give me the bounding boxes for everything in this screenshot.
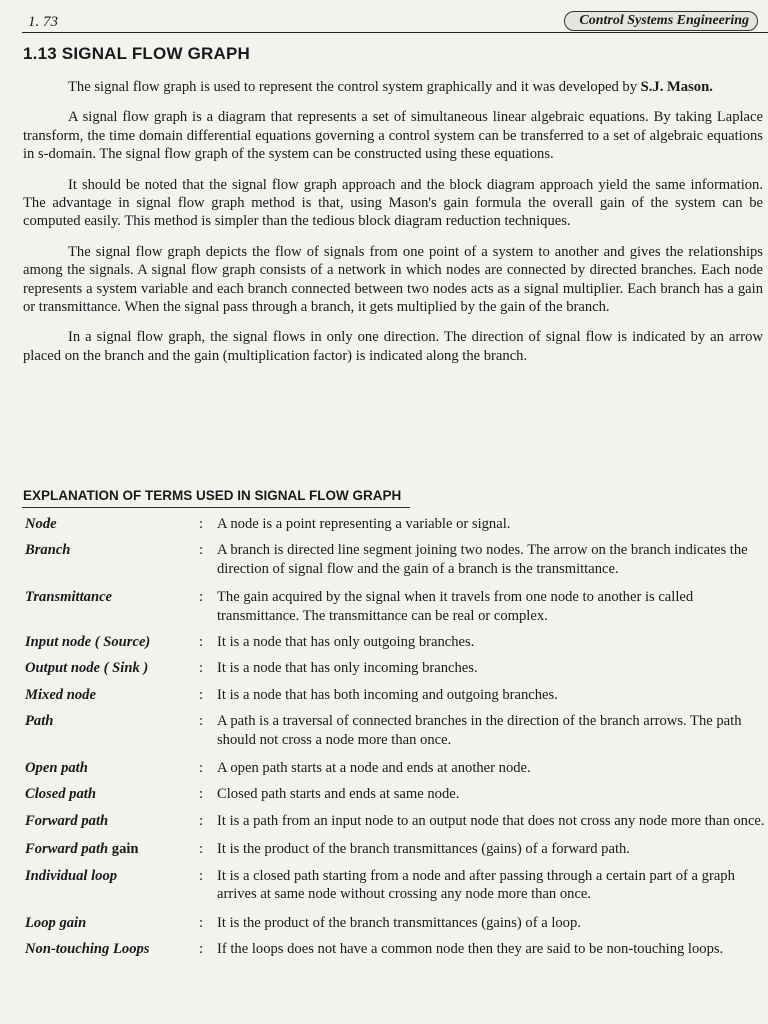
- section-title: 1.13 SIGNAL FLOW GRAPH: [23, 44, 251, 63]
- term-row-branch: [0, 541, 768, 578]
- paragraph: The signal flow graph depicts the flow of signals from one point of a system to another and gives the relationships among the signals. A signal flow graph consists of a network in which nodes are connected by directed branches. Each node represents a system variable and each branch connected between two nodes acts as a signal multiplier. Each branch has a gain or transmittance. When the signal pass through a branch, it gets multiplied by the gain of the branch.: [23, 243, 763, 316]
- author-name: S.J. Mason.: [640, 79, 713, 95]
- paragraph-intro: [23, 78, 763, 96]
- page-number: 1. 73: [28, 14, 58, 30]
- paragraph: It should be noted that the signal flow graph approach and the block diagram approach yield the same information. The advantage in signal flow graph method is that, using Mason's gain formula the overall gain of the system can be computed easily. This method is simpler than the tedious block diagram reduction techniques.: [23, 176, 763, 230]
- term-label: Non-touching Loops: [25, 940, 150, 957]
- term-definition: Closed path starts and ends at same node.: [217, 786, 460, 803]
- terms-list: [0, 515, 768, 958]
- colon: :: [198, 841, 204, 858]
- term-label: Input node ( Source): [25, 634, 151, 651]
- term-label: Forward path: [25, 812, 109, 829]
- colon: :: [198, 940, 204, 957]
- term-definition: It is a node that has both incoming and outgoing branches.: [217, 686, 558, 703]
- term-definition: It is a node that has only incoming branches.: [217, 660, 478, 677]
- term-row-forward-path: [0, 812, 768, 830]
- colon: :: [198, 914, 204, 931]
- term-definition: It is the product of the branch transmittances (gains) of a forward path.: [217, 841, 630, 858]
- paragraph-text: The signal flow graph is used to represent the control system graphically and it was developed by: [68, 79, 638, 95]
- term-label-suffix: gain: [108, 841, 139, 858]
- colon: :: [198, 713, 204, 730]
- colon: :: [198, 812, 204, 829]
- paragraph: In a signal flow graph, the signal flows in only one direction. The direction of signal flow is indicated by an arrow placed on the branch and the gain (multiplication factor) is indicated along the branch.: [23, 329, 763, 364]
- term-label: Node: [25, 516, 57, 532]
- term-row-input-node: [0, 633, 768, 651]
- colon: :: [198, 686, 204, 703]
- colon: :: [198, 589, 204, 606]
- term-label: Loop gain: [25, 914, 87, 931]
- term-row-path: [0, 712, 768, 749]
- term-label: Mixed node: [25, 686, 96, 703]
- running-header-book-title: Control Systems Engineering: [564, 11, 758, 31]
- term-definition: It is the product of the branch transmittances (gains) of a loop.: [217, 914, 581, 931]
- term-label: [0, 840, 185, 858]
- term-row-closed-path: [0, 785, 768, 803]
- header-rule: [22, 32, 768, 33]
- term-definition: If the loops does not have a common node then they are said to be non-touching loops.: [217, 940, 724, 957]
- terms-heading: EXPLANATION OF TERMS USED IN SIGNAL FLOW GRAPH: [23, 488, 402, 503]
- term-definition: A open path starts at a node and ends at another node.: [217, 760, 531, 777]
- term-row-output-node: [0, 659, 768, 677]
- term-row-transmittance: [0, 588, 768, 625]
- term-definition: A path is a traversal of connected branches in the direction of the branch arrows. The path should not cross a node more than once.: [217, 713, 742, 748]
- colon: :: [198, 516, 204, 532]
- term-definition: A node is a point representing a variable or signal.: [217, 516, 511, 532]
- term-label: Output node ( Sink ): [25, 660, 149, 677]
- term-label: Transmittance: [25, 589, 113, 606]
- term-label: Closed path: [25, 786, 96, 803]
- term-label: Path: [25, 713, 54, 730]
- term-definition: A branch is directed line segment joining two nodes. The arrow on the branch indicates the direction of signal flow and the gain of a branch is the transmittance.: [217, 542, 748, 577]
- colon: :: [198, 867, 204, 884]
- term-row-non-touching-loops: [0, 940, 768, 958]
- term-row-open-path: [0, 759, 768, 777]
- term-definition: It is a node that has only outgoing branches.: [217, 634, 475, 651]
- term-definition: It is a path from an input node to an output node that does not cross any node more than once.: [217, 812, 765, 829]
- term-row-mixed-node: [0, 686, 768, 704]
- term-label: Open path: [25, 760, 88, 777]
- term-label: Individual loop: [25, 867, 118, 884]
- colon: :: [198, 786, 204, 803]
- term-row-forward-path-gain: [0, 840, 768, 858]
- paragraph: A signal flow graph is a diagram that represents a set of simultaneous linear algebraic equations. By taking Laplace transform, the time domain differential equations governing a control system can be transferred to a set of algebraic equations in s-domain. The signal flow graph of the system can be constructed using these equations.: [23, 109, 763, 163]
- term-definition: It is a closed path starting from a node and after passing through a certain part of a graph arrives at same node without crossing any node more than once.: [217, 867, 735, 903]
- colon: :: [198, 760, 204, 777]
- colon: :: [198, 660, 204, 677]
- colon: :: [198, 542, 204, 559]
- terms-heading-underline: [22, 507, 410, 508]
- term-label-italic: Forward path: [25, 841, 109, 858]
- term-definition: The gain acquired by the signal when it travels from one node to another is called transmittance. The transmittance can be real or complex.: [217, 589, 694, 624]
- term-row-individual-loop: [0, 867, 768, 904]
- body-text: [23, 78, 763, 377]
- colon: :: [198, 634, 204, 651]
- term-row-node: [0, 515, 768, 533]
- term-label: Branch: [25, 542, 71, 559]
- term-row-loop-gain: [0, 914, 768, 932]
